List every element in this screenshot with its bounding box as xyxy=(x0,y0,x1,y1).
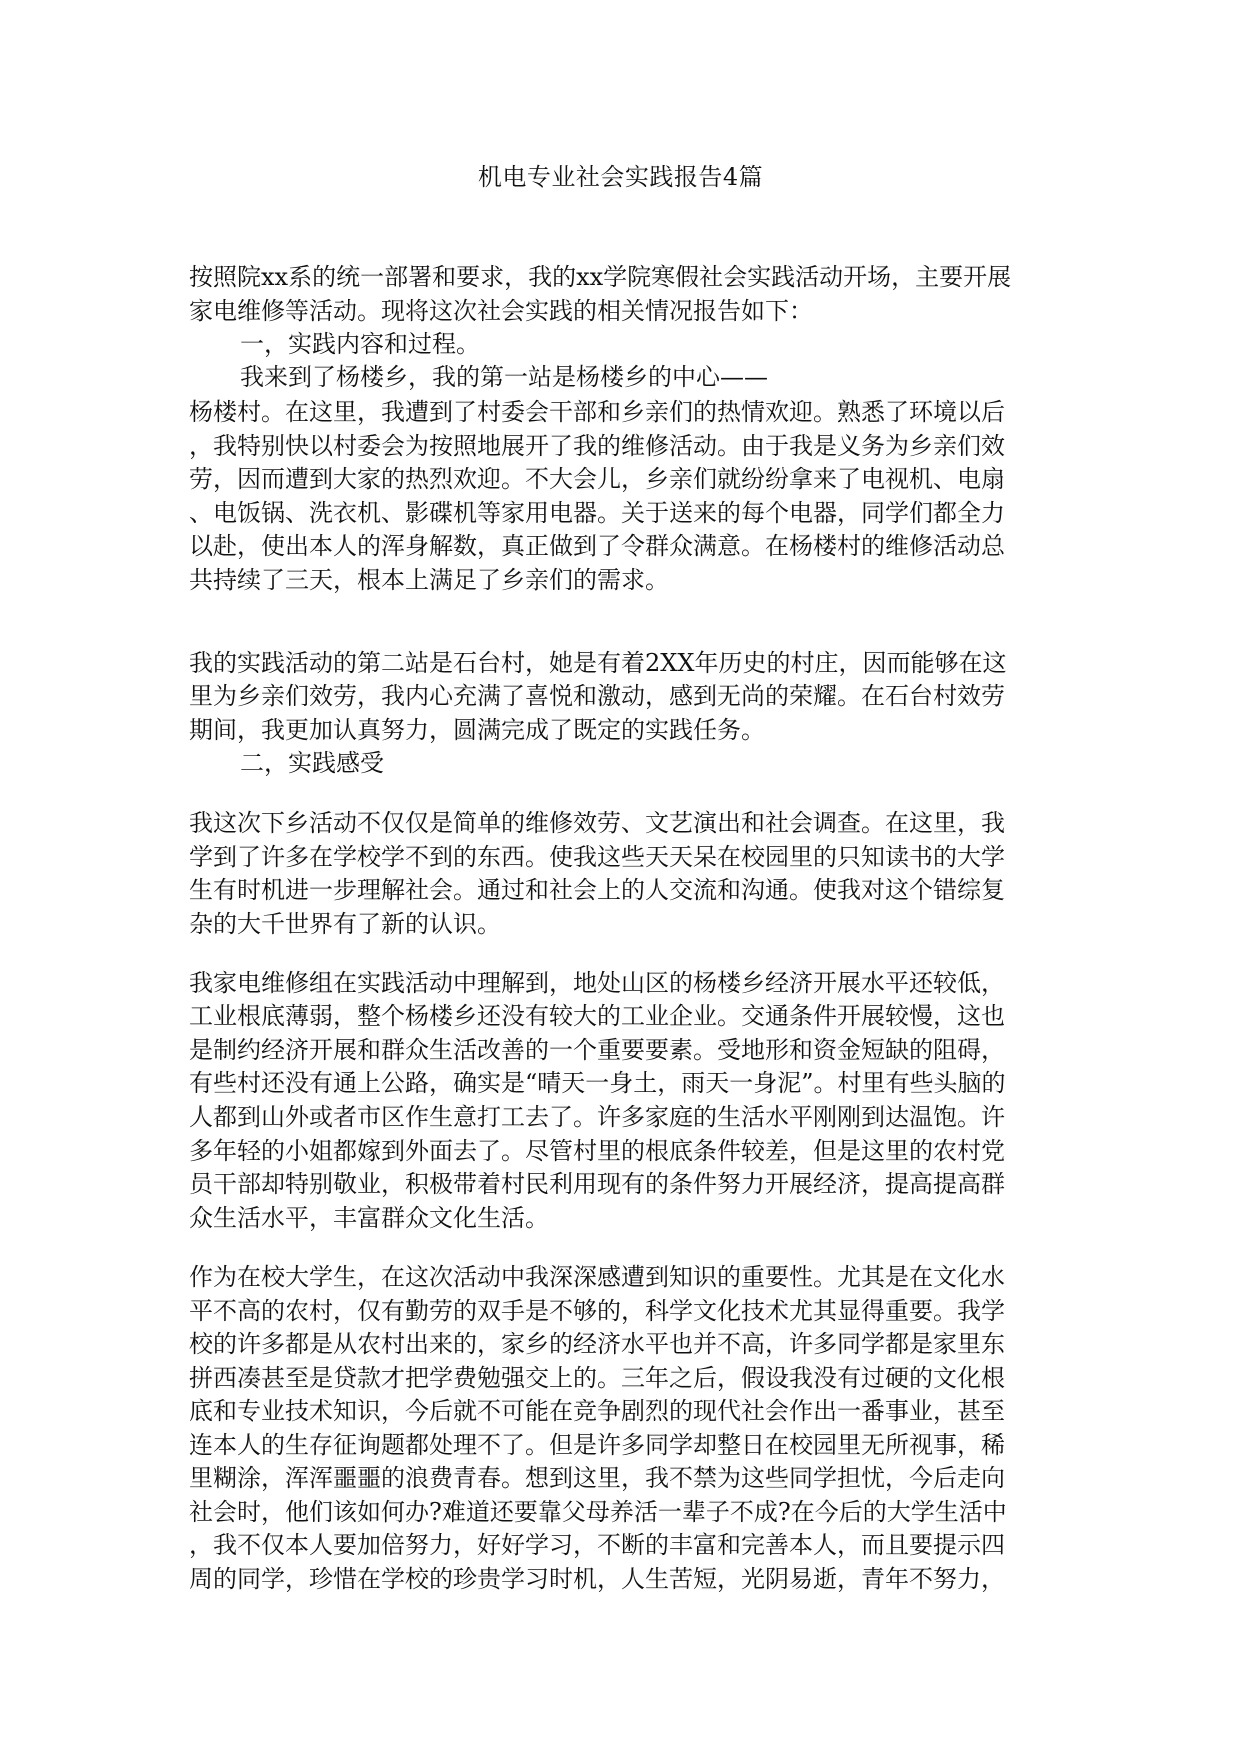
text-line: 周的同学，珍惜在学校的珍贵学习时机，人生苦短，光阴易逝，青年不努力， xyxy=(189,1565,1005,1593)
text-line: 按照院xx系的统一部署和要求，我的xx学院寒假社会实践活动开场，主要开展 xyxy=(189,263,1012,291)
text-line: 生有时机进一步理解社会。通过和社会上的人交流和沟通。使我对这个错综复 xyxy=(189,876,1005,904)
text-line: 工业根底薄弱，整个杨楼乡还没有较大的工业企业。交通条件开展较慢，这也 xyxy=(189,1002,1005,1030)
text-line: 多年轻的小姐都嫁到外面去了。尽管村里的根底条件较差，但是这里的农村党 xyxy=(189,1137,1005,1165)
text-line: 校的许多都是从农村出来的，家乡的经济水平也并不高，许多同学都是家里东 xyxy=(189,1330,1005,1358)
text-line: ，我特别快以村委会为按照地展开了我的维修活动。由于我是义务为乡亲们效 xyxy=(189,432,1005,460)
text-line: 人都到山外或者市区作生意打工去了。许多家庭的生活水平刚刚到达温饱。许 xyxy=(189,1103,1005,1131)
text-line: 里为乡亲们效劳，我内心充满了喜悦和激动，感到无尚的荣耀。在石台村效劳 xyxy=(189,682,1005,710)
text-line: 我来到了杨楼乡，我的第一站是杨楼乡的中心—— xyxy=(240,363,768,391)
text-line: 有些村还没有通上公路，确实是“晴天一身土，雨天一身泥”。村里有些头脑的 xyxy=(189,1069,1006,1097)
text-line: 里糊涂，浑浑噩噩的浪费青春。想到这里，我不禁为这些同学担忧，今后走向 xyxy=(189,1464,1005,1492)
text-line: 作为在校大学生，在这次活动中我深深感遭到知识的重要性。尤其是在文化水 xyxy=(189,1263,1005,1291)
text-line: 、电饭锅、洗衣机、影碟机等家用电器。关于送来的每个电器，同学们都全力 xyxy=(189,499,1005,527)
text-line: 底和专业技术知识，今后就不可能在竞争剧烈的现代社会作出一番事业，甚至 xyxy=(189,1397,1005,1425)
text-line: ，我不仅本人要加倍努力，好好学习，不断的丰富和完善本人，而且要提示四 xyxy=(189,1531,1005,1559)
text-line: 我的实践活动的第二站是石台村，她是有着2XX年历史的村庄，因而能够在这 xyxy=(189,649,1007,677)
text-line: 众生活水平，丰富群众文化生活。 xyxy=(189,1204,549,1232)
text-line: 以赴，使出本人的浑身解数，真正做到了令群众满意。在杨楼村的维修活动总 xyxy=(189,532,1005,560)
text-line: 社会时，他们该如何办?难道还要靠父母养活一辈子不成?在今后的大学生活中 xyxy=(189,1498,1007,1526)
text-line: 我家电维修组在实践活动中理解到，地处山区的杨楼乡经济开展水平还较低， xyxy=(189,969,1005,997)
text-line: 平不高的农村，仅有勤劳的双手是不够的，科学文化技术尤其显得重要。我学 xyxy=(189,1297,1005,1325)
text-line: 家电维修等活动。现将这次社会实践的相关情况报告如下： xyxy=(189,297,813,325)
text-line: 杂的大千世界有了新的认识。 xyxy=(189,910,501,938)
text-line: 共持续了三天，根本上满足了乡亲们的需求。 xyxy=(189,566,669,594)
section-heading: 一，实践内容和过程。 xyxy=(240,330,480,358)
text-line: 期间，我更加认真努力，圆满完成了既定的实践任务。 xyxy=(189,716,765,744)
text-line: 我这次下乡活动不仅仅是简单的维修效劳、文艺演出和社会调查。在这里，我 xyxy=(189,809,1005,837)
text-line: 连本人的生存征询题都处理不了。但是许多同学却整日在校园里无所视事，稀 xyxy=(189,1431,1005,1459)
text-line: 劳，因而遭到大家的热烈欢迎。不大会儿，乡亲们就纷纷拿来了电视机、电扇 xyxy=(189,465,1005,493)
text-line: 拼西凑甚至是贷款才把学费勉强交上的。三年之后，假设我没有过硬的文化根 xyxy=(189,1364,1005,1392)
text-line: 员干部却特别敬业，积极带着村民利用现有的条件努力开展经济，提高提高群 xyxy=(189,1170,1005,1198)
section-heading: 二，实践感受 xyxy=(240,749,384,777)
text-line: 是制约经济开展和群众生活改善的一个重要要素。受地形和资金短缺的阻碍， xyxy=(189,1036,1005,1064)
text-line: 杨楼村。在这里，我遭到了村委会干部和乡亲们的热情欢迎。熟悉了环境以后 xyxy=(189,398,1005,426)
document-title: 机电专业社会实践报告4篇 xyxy=(477,163,764,191)
text-line: 学到了许多在学校学不到的东西。使我这些天天呆在校园里的只知读书的大学 xyxy=(189,843,1005,871)
